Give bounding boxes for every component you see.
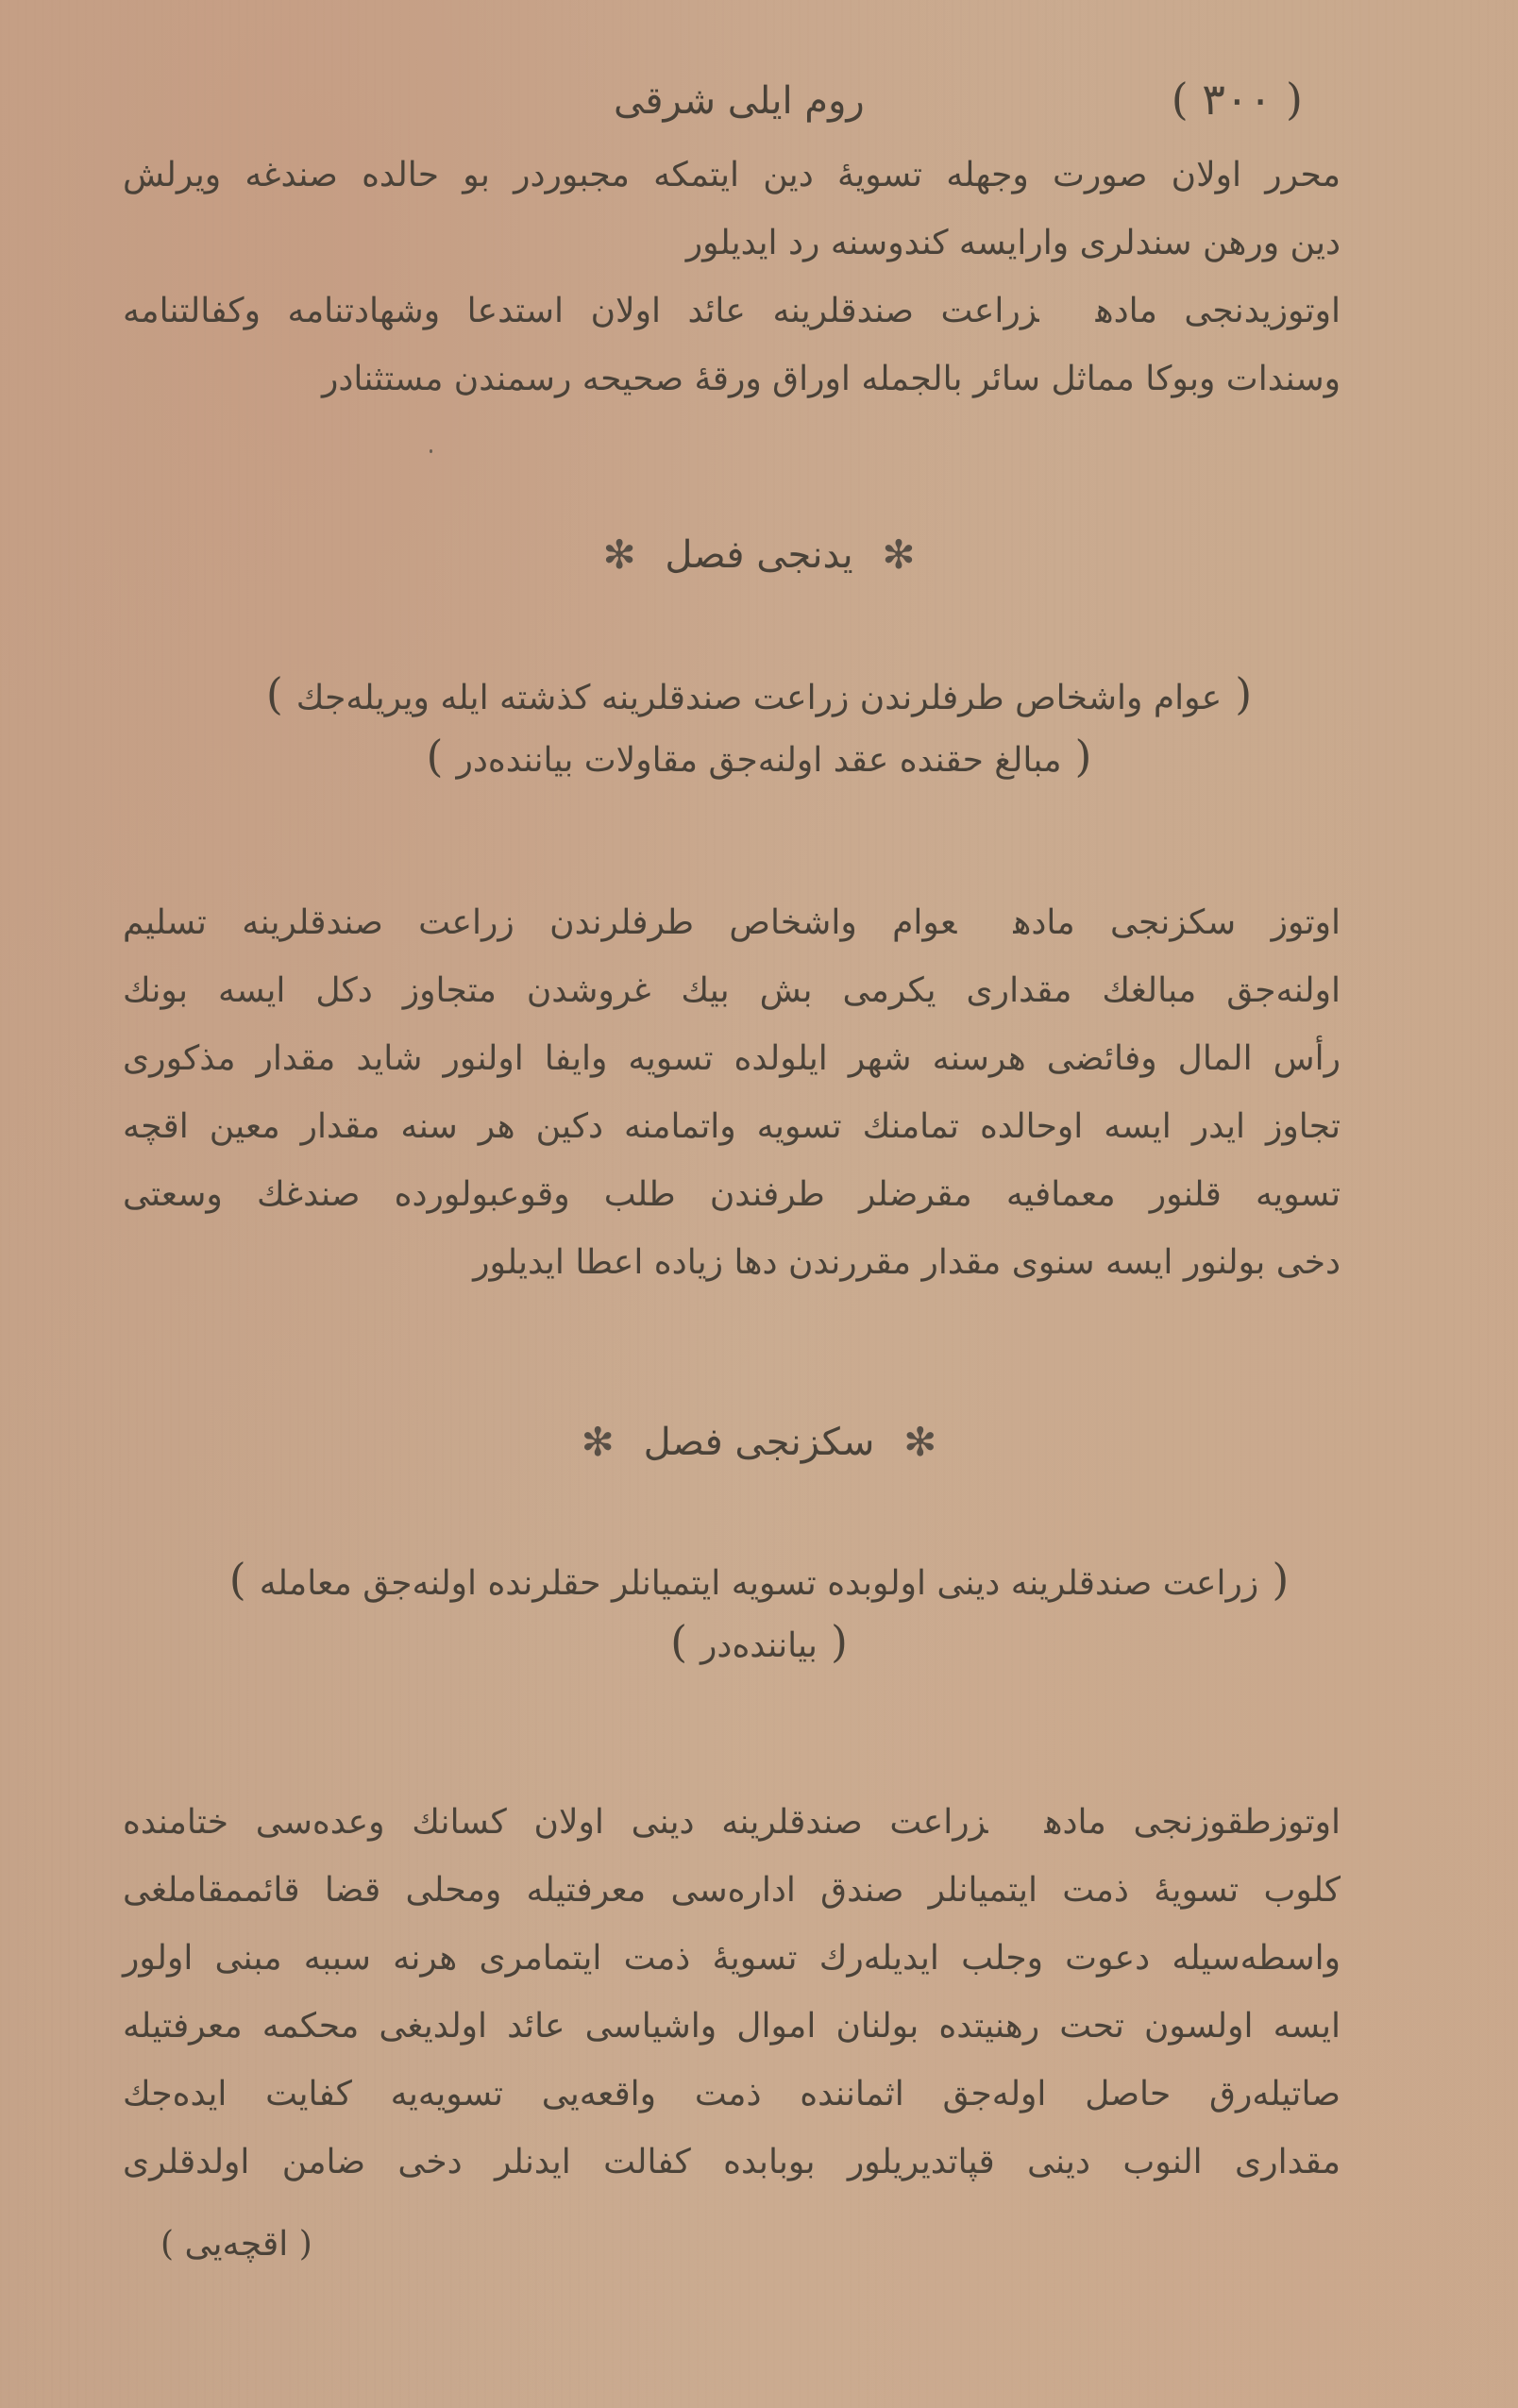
- article-paragraph: [123, 278, 1341, 413]
- article-text: عوام واشخاص طرفلرندن زراعت صندقلرینه تسلیم: [123, 903, 957, 942]
- article-paragraph: [123, 889, 1341, 1297]
- star-ornament-icon: ✻: [602, 531, 636, 578]
- text-line: اولنه‌جق مبالغك مقداری یکرمی بش بیك غروشدن متجاوز دکل ایسه بونك: [123, 971, 1341, 1010]
- text-line: [123, 889, 1341, 957]
- closing-fragment: ( اقچه‌یی ): [160, 2225, 312, 2264]
- text-line: [123, 278, 1341, 345]
- subtitle-line: [0, 725, 1518, 787]
- continuation-paragraph: [123, 142, 1341, 278]
- open-paren: (: [1235, 668, 1253, 719]
- subtitle-line: [0, 1610, 1518, 1673]
- running-head: [123, 66, 1303, 142]
- chapter-title: یدنجی فصل: [665, 533, 853, 577]
- text-line: وسندات وبوکا مماثل سائر بالجمله اوراق ورقهٔ صحیحه رسمندن مستثنادر: [321, 360, 1341, 398]
- text-line: واسطه‌سیله دعوت وجلب ایدیله‌رك تسویهٔ ذمت ایتمامری هرنه سببه مبنی اولور: [123, 1939, 1341, 1978]
- subtitle-text: بیاننده‌در: [700, 1626, 818, 1665]
- article-label: اوتوزیدنجی ماده: [1095, 292, 1341, 330]
- chapter-subtitle: [0, 1548, 1518, 1673]
- close-paren: ): [265, 668, 283, 719]
- subtitle-line: [0, 663, 1518, 725]
- chapter-heading: [0, 514, 1518, 593]
- chapter-subtitle: [0, 663, 1518, 787]
- star-ornament-icon: ✻: [882, 531, 916, 578]
- subtitle-text: عوام واشخاص طرفلرندن زراعت صندقلرینه کذشته ایله ویریله‌جك: [295, 679, 1223, 717]
- open-paren: (: [1272, 1554, 1290, 1605]
- close-paren: ): [670, 1616, 688, 1667]
- subtitle-line: [0, 1548, 1518, 1610]
- chapter-heading: [0, 1402, 1518, 1480]
- running-title: روم ایلی شرقی: [614, 79, 865, 123]
- text-line: تسویه قلنور معمافیه مقرضلر طرفندن طلب وقوعبولورده صندغك وسعتی: [123, 1175, 1341, 1214]
- article-label: اوتوزطقوزنجی ماده: [1044, 1803, 1341, 1842]
- print-speck: [430, 449, 432, 453]
- chapter-title: سکزنجی فصل: [643, 1421, 875, 1464]
- page-number: ( ٣٠٠ ): [1171, 74, 1303, 125]
- subtitle-text: زراعت صندقلرینه دینی اولوبده تسویه ایتمیانلر حقلرنده اولنه‌جق معامله: [259, 1564, 1259, 1603]
- text-line: تجاوز ایدر ایسه اوحالده تمامنك تسویه واتمامنه دکین هر سنه مقدار معین اقچه: [123, 1107, 1341, 1146]
- text-line: [123, 1789, 1341, 1857]
- close-paren: ): [426, 731, 444, 782]
- text-line: ایسه اولسون تحت رهنیتده بولنان اموال واشیاسی عائد اولدیغی محکمه معرفتیله: [123, 2007, 1341, 2046]
- close-paren: ): [228, 1554, 246, 1605]
- star-ornament-icon: ✻: [581, 1419, 615, 1465]
- text-line: مقداری النوب دینی قپاتدیریلور بوبابده کفالت ایدنلر دخی ضامن اولدقلری: [123, 2143, 1341, 2181]
- text-line: دین ورهن سندلری وارایسه کندوسنه رد ایدیلور: [685, 224, 1341, 262]
- article-label: اوتوز سکزنجی ماده: [1013, 903, 1341, 942]
- text-line: دخی بولنور ایسه سنوی مقدار مقررندن دها زیاده اعطا ایدیلور: [473, 1243, 1341, 1282]
- article-text: زراعت صندقلرینه دینی اولان کسانك وعده‌سی ختامنده: [123, 1803, 988, 1842]
- article-text: زراعت صندقلرینه عائد اولان استدعا وشهادتنامه وکفالتنامه: [123, 292, 1039, 330]
- text-line: صاتیله‌رق حاصل اوله‌جق اثماننده ذمت واقعه‌یی تسویه‌یه کفایت ایده‌جك: [123, 2075, 1341, 2113]
- subtitle-text: مبالغ حقنده عقد اولنه‌جق مقاولات بیاننده‌در: [456, 741, 1062, 780]
- article-paragraph: [123, 1789, 1341, 2197]
- open-paren: (: [830, 1616, 848, 1667]
- star-ornament-icon: ✻: [903, 1419, 937, 1465]
- text-line: کلوب تسویهٔ ذمت ایتمیانلر صندق اداره‌سی معرفتیله ومحلی قضا قائممقاملغی: [123, 1871, 1341, 1910]
- text-line: رأس المال وفائضی هرسنه شهر ایلولده تسویه وایفا اولنور شاید مقدار مذکوری: [123, 1039, 1341, 1078]
- open-paren: (: [1074, 731, 1092, 782]
- text-line: محرر اولان صورت وجهله تسویهٔ دین ایتمکه مجبوردر بو حالده صندغه ویرلش: [123, 156, 1341, 194]
